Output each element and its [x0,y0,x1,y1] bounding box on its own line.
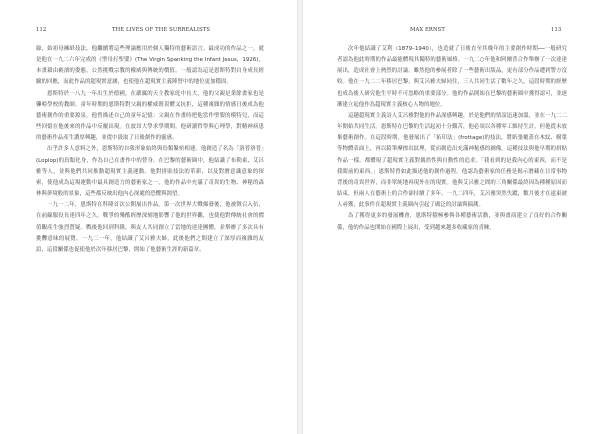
page-number-left: 112 [36,27,47,33]
left-page [0,0,297,434]
paragraph: 綠，始祖母擁紙技法，他繼續將這些理論應用於個人獨特的藝術語言。最成功的作品之一，就是他在一九二六年完成的《聖母打聖嬰》(The Virgin Spanking the Infant Jesus，1926)，本畫藉由褻瀆的姿態，公然挑戰宗教的權威與傳統的價值。一般認為這是恩斯特對自身成長經驗的回應，而此作品的超現實意涵，也使他在超現實主義陣營中的地位更加穩固。 [36,46,264,86]
paragraph: 一九一二年，恩斯特在科隆首次公開展出作品。第一次世界大戰爆發後，他被徵召入伍，在前線服役長達四年之久。戰爭的殘酷經歷深刻地影響了他的世界觀，也使他對傳統社會的價值觀產生強烈質疑。戰後他回到科隆，與友人共同創立了當地的達達團體，並舉辦了多次具有挑釁意味的展覽。一九二一年，他結識了艾呂雅夫婦，此後他們之間建立了深厚而複雜的友誼，這段關係也促使他於次年移居巴黎，開始了他藝術生涯的新篇章。 [36,202,264,253]
running-head-right: MAX ERNST [410,27,445,33]
page-number-right: 113 [551,27,562,33]
paragraph: 次年他結識了艾利（1879–1940），也造就了日後直至其晚年的主要創作時期──一般研究者認為他此時期的作品最能體現其獨特的藝術風格。一九二○年他和阿爾普合作舉辦了一次達達展出，造成社會上熱烈的討論。雖然他的參展者除了一些藝術出版品，更有部分作品遭到警方沒收。他在一九二二年移居巴黎，與艾呂雅夫婦同住，三人共同生活了數年之久，這段時期的經歷也成為後人研究他生平時不可忽略的重要部分。他的作品開始在巴黎的藝術圈中獲得認可，並逐漸建立起他作為超現實主義核心人物的地位。 [337,46,567,108]
paragraph: 出乎許多人意料之外，恩斯特的自我形象始終與鳥類緊密相連。他創造了名為「洛普洛普」(Loplop)的鳥類化身，作為自己在畫作中的替身。在巴黎的藝術圈中，他結識了布勒東、艾呂雅等人，並與他們共同推動超現實主義運動。他對拼貼技法的革新，以及對潛意識意象的探索，使他成為這場運動中最具創造力的藝術家之一。他的作品中充滿了奇異的生物、神秘的森林與夢境般的景象，這些都反映出他內心深處的恐懼與渴望。 [36,146,264,198]
right-page [303,0,600,434]
paragraph: 為了獲得更多的發展機會，恩斯特積極參與各種藝術活動，並與畫商建立了良好的合作關係，他的作品也開始在國際上展出，受到越來越多收藏家的青睞。 [337,213,567,231]
paragraph: 這趟超現實主義詩人艾呂雅對他的作品深感興趣，於是他們的情誼迅速加溫，並在一九二二年開始共同生活。恩斯特在巴黎的生活起初十分艱苦，他必須以各種零工維持生計，但他從未放棄藝術創作。在這段時期，他發展出了「拓印法」(frottage)的技法，將紙張覆蓋在木紋、樹葉等物體表面上，再以鉛筆摩擦出紋理，從而創造出充滿神秘感的圖像。這種技法與他早期的拼貼作品一樣，都體現了超現實主義對偶然性與自動性的追求。「我看到的是我內心的東西，而不是我眼前的東西。」恩斯特曾如此描述他的創作過程。他認為藝術家的任務是揭示潛藏在日常事物背後的奇異世界，而非單純地再現外在的現實。他與艾呂雅之間的三角關係最終因為種種原因而結束，但兩人在藝術上的合作卻持續了多年。一九二四年，艾呂雅突然失蹤，數月後才在遠東被人尋獲，此事件在超現實主義圈內引起了廣泛的討論與揣測。 [337,112,567,209]
paragraph: 恩斯特於一八九一年出生於德國，在嚴厲的天主教家庭中長大，他的父親是業餘畫家也是聾啞學校的教師。童年時期的恩斯特對父親的權威既畏懼又抗拒，這種複雜的情感日後成為他藝術創作的重要源泉。他曾描述自己的童年記憶：父親在作畫時把他當作聖嬰的模特兒，而這些回憶在他後來的作品中反覆出現。在波昂大學求學期間，他研讀哲學與心理學，對精神病患的藝術作品產生濃厚興趣，並從中汲取了日後創作的靈感。 [36,90,264,142]
left-page-body [36,44,264,256]
running-head-left: THE LIVES OF THE SURREALISTS [112,27,211,33]
right-page-body [337,44,567,234]
